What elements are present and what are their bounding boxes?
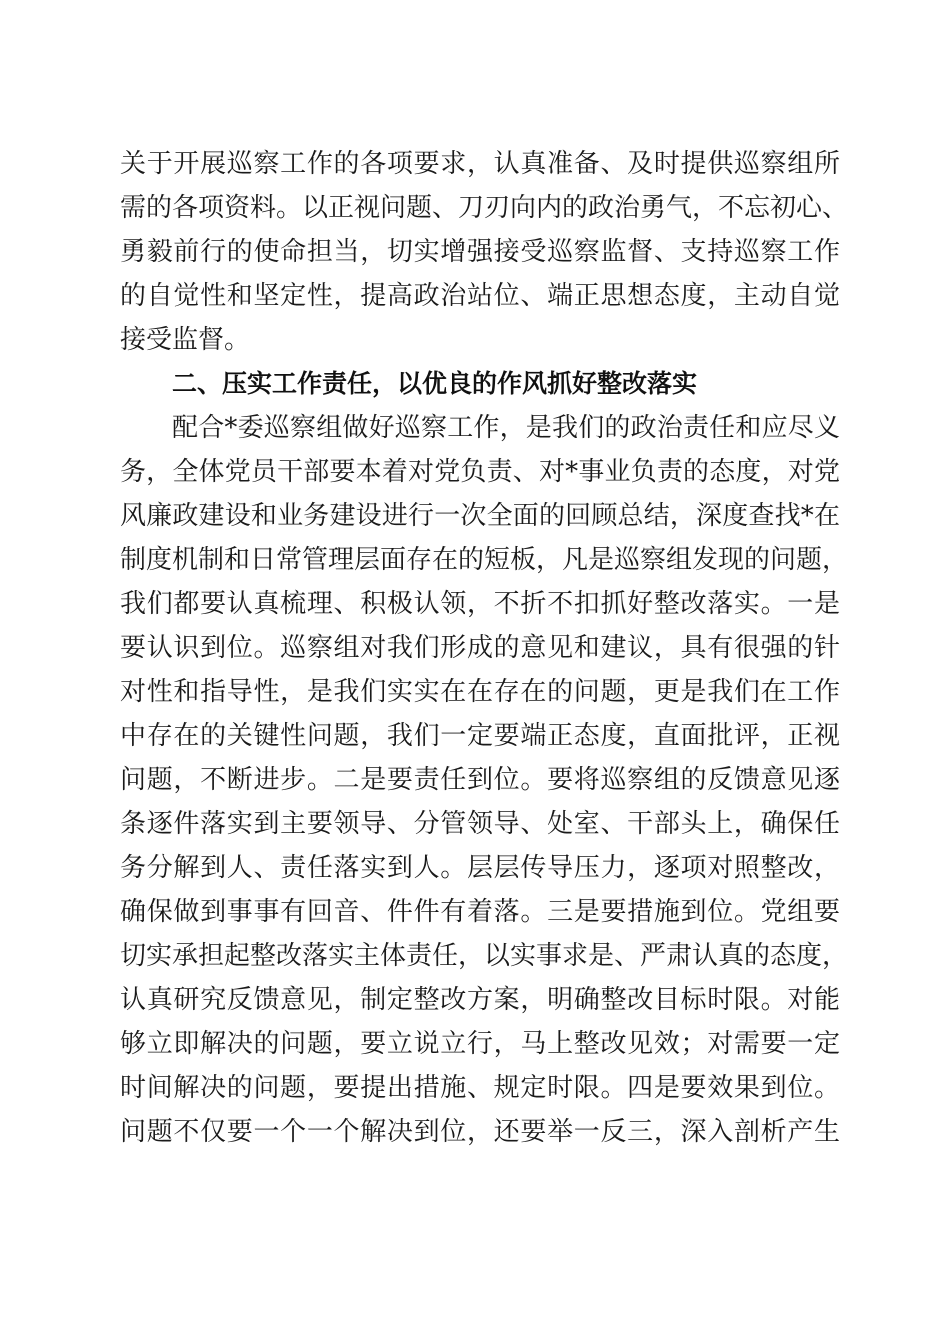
body-text-line: 务分解到人、责任落实到人。层层传导压力，逐项对照整改， <box>120 853 840 883</box>
section-heading: 二、压实工作责任，以优良的作风抓好整改落实 <box>172 369 698 398</box>
body-text-line: 关于开展巡察工作的各项要求，认真准备、及时提供巡察组所 <box>120 149 840 179</box>
body-text-line: 我们都要认真梳理、积极认领，不折不扣抓好整改落实。一是 <box>120 589 840 619</box>
body-text-line: 的自觉性和坚定性，提高政治站位、端正思想态度，主动自觉 <box>120 281 840 311</box>
body-text-line: 制度机制和日常管理层面存在的短板，凡是巡察组发现的问题， <box>120 545 849 575</box>
body-text-line: 风廉政建设和业务建设进行一次全面的回顾总结，深度查找*在 <box>120 501 840 531</box>
body-text-line: 需的各项资料。以正视问题、刀刃向内的政治勇气，不忘初心、 <box>120 193 849 223</box>
body-text-line: 要认识到位。巡察组对我们形成的意见和建议，具有很强的针 <box>120 633 840 663</box>
body-text-line: 对性和指导性，是我们实实在在存在的问题，更是我们在工作 <box>120 677 840 707</box>
body-text-line: 条逐件落实到主要领导、分管领导、处室、干部头上，确保任 <box>120 809 840 839</box>
body-text-line: 中存在的关键性问题，我们一定要端正态度，直面批评，正视 <box>120 721 840 751</box>
body-text-line: 认真研究反馈意见，制定整改方案，明确整改目标时限。对能 <box>120 985 840 1015</box>
body-text-line: 问题，不断进步。二是要责任到位。要将巡察组的反馈意见逐 <box>120 765 840 795</box>
body-text-line: 够立即解决的问题，要立说立行，马上整改见效；对需要一定 <box>120 1029 840 1059</box>
body-text-line: 勇毅前行的使命担当，切实增强接受巡察监督、支持巡察工作 <box>120 237 840 267</box>
body-text-line: 配合*委巡察组做好巡察工作，是我们的政治责任和应尽义 <box>172 413 840 443</box>
body-text-line: 时间解决的问题，要提出措施、规定时限。四是要效果到位。 <box>120 1073 840 1103</box>
body-text-line: 问题不仅要一个一个解决到位，还要举一反三，深入剖析产生 <box>120 1117 840 1147</box>
body-text-line: 务，全体党员干部要本着对党负责、对*事业负责的态度，对党 <box>120 457 840 487</box>
body-text-line: 切实承担起整改落实主体责任，以实事求是、严肃认真的态度， <box>120 941 849 971</box>
body-text-line: 确保做到事事有回音、件件有着落。三是要措施到位。党组要 <box>120 897 840 927</box>
body-text-line: 接受监督。 <box>120 325 251 355</box>
